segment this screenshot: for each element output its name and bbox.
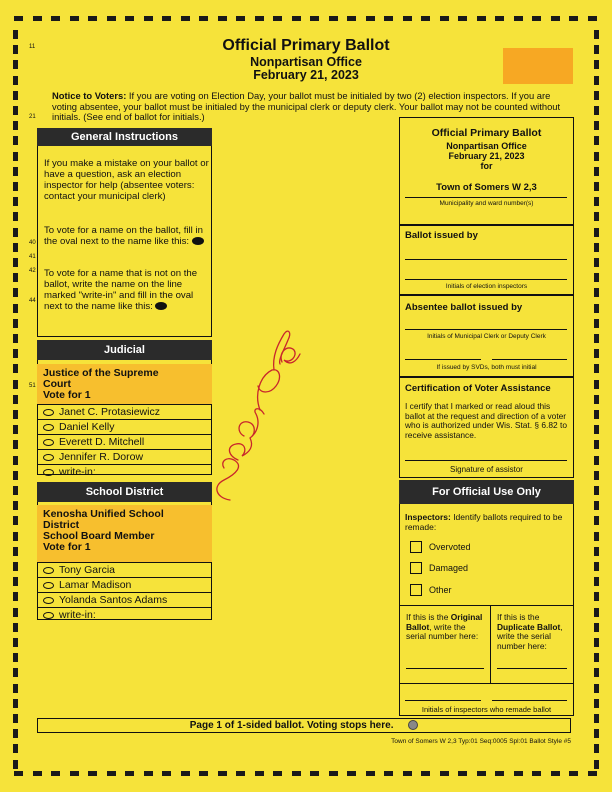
timing-mark (594, 562, 599, 571)
duplicate-pre: If this is the (497, 612, 540, 622)
timing-mark (14, 16, 23, 21)
ballot-date: February 21, 2023 (253, 68, 359, 82)
timing-mark (13, 729, 18, 738)
timing-mark (384, 771, 393, 776)
timing-mark (594, 364, 599, 373)
divider (399, 605, 574, 606)
stub-title: Official Primary Ballot (431, 127, 542, 139)
timing-mark (329, 16, 338, 21)
timing-mark (594, 592, 599, 601)
divider (490, 605, 491, 683)
original-pre: If this is the (406, 612, 449, 622)
timing-mark (594, 425, 599, 434)
timing-mark (594, 136, 599, 145)
orange-marker (503, 48, 573, 84)
inspectors-caption: Initials of election inspectors (445, 283, 528, 290)
vote-oval[interactable] (43, 567, 54, 574)
timing-mark (477, 16, 486, 21)
timing-mark (532, 16, 541, 21)
candidate-name: Lamar Madison (59, 579, 132, 591)
timing-mark (594, 380, 599, 389)
candidate-name: Janet C. Protasiewicz (59, 406, 160, 418)
initials-line[interactable] (405, 700, 481, 701)
signature-line[interactable] (405, 460, 567, 461)
row-number: 44 (29, 298, 36, 304)
timing-mark (594, 334, 599, 343)
timing-mark (292, 771, 301, 776)
timing-mark (107, 16, 116, 21)
timing-mark (594, 243, 599, 252)
damaged-checkbox[interactable] (410, 562, 422, 574)
timing-mark (13, 288, 18, 297)
timing-mark (125, 16, 134, 21)
timing-mark (594, 638, 599, 647)
timing-mark (594, 760, 599, 769)
timing-mark (440, 771, 449, 776)
timing-mark (13, 121, 18, 130)
timing-mark (13, 638, 18, 647)
timing-mark (51, 771, 60, 776)
write-in-label: write-in: (59, 609, 96, 621)
row-number: 42 (29, 268, 36, 274)
municipality-caption: Municipality and ward number(s) (439, 200, 534, 207)
candidate-row[interactable] (37, 434, 211, 449)
timing-mark (594, 106, 599, 115)
timing-mark (594, 410, 599, 419)
timing-mark (236, 16, 245, 21)
stub-municipality: Town of Somers W 2,3 (436, 182, 537, 193)
timing-mark (70, 771, 79, 776)
contest-title-line: Kenosha Unified School (43, 508, 164, 520)
timing-mark (13, 714, 18, 723)
assistor-caption: Signature of assistor (450, 465, 523, 474)
timing-mark (13, 395, 18, 404)
row-number: 21 (29, 114, 36, 120)
timing-mark (594, 258, 599, 267)
timing-mark (218, 771, 227, 776)
timing-mark (594, 167, 599, 176)
timing-mark (199, 16, 208, 21)
timing-mark (310, 771, 319, 776)
timing-mark (13, 364, 18, 373)
timing-mark (13, 532, 18, 541)
timing-mark (13, 106, 18, 115)
serial-line[interactable] (497, 668, 567, 669)
inspectors-text: Identify ballots required to be remade: (405, 512, 563, 532)
timing-mark (13, 623, 18, 632)
timing-mark (594, 228, 599, 237)
timing-mark (13, 456, 18, 465)
vote-oval[interactable] (43, 469, 54, 476)
instructions-p2 (44, 225, 209, 247)
vote-oval[interactable] (43, 612, 54, 619)
timing-mark (594, 623, 599, 632)
timing-mark (13, 668, 18, 677)
row-number: 11 (29, 44, 36, 50)
timing-mark (13, 304, 18, 313)
timing-mark (273, 771, 282, 776)
initials-line[interactable] (405, 329, 567, 330)
timing-mark (292, 16, 301, 21)
timing-mark (347, 771, 356, 776)
timing-mark (514, 16, 523, 21)
ballot-title: Official Primary Ballot (222, 37, 390, 54)
contest-title-line: District (43, 519, 80, 531)
timing-mark (594, 471, 599, 480)
timing-mark (594, 486, 599, 495)
timing-mark (13, 562, 18, 571)
timing-mark (273, 16, 282, 21)
sample-watermark (198, 310, 308, 510)
vote-oval[interactable] (43, 409, 54, 416)
row-number: 40 (29, 240, 36, 246)
timing-mark (569, 771, 578, 776)
initials-line[interactable] (405, 359, 481, 360)
vote-oval[interactable] (43, 424, 54, 431)
timing-mark (594, 668, 599, 677)
timing-mark (13, 653, 18, 662)
timing-mark (384, 16, 393, 21)
initials-line[interactable] (492, 359, 567, 360)
ballot-issued-label: Ballot issued by (405, 230, 478, 241)
timing-mark (13, 699, 18, 708)
timing-mark (347, 16, 356, 21)
duplicate-ballot-instruction (497, 613, 572, 651)
timing-mark (569, 16, 578, 21)
timing-mark (458, 16, 467, 21)
timing-mark (421, 16, 430, 21)
vote-for-label: Vote for 1 (43, 389, 91, 401)
write-in-row[interactable] (37, 607, 211, 620)
instructions-header: General Instructions (37, 128, 212, 146)
timing-mark (594, 547, 599, 556)
timing-mark (588, 16, 597, 21)
serial-line[interactable] (406, 668, 484, 669)
timing-mark (199, 771, 208, 776)
timing-mark (144, 16, 153, 21)
timing-mark (403, 16, 412, 21)
damaged-label: Damaged (429, 563, 469, 573)
vote-oval[interactable] (43, 454, 54, 461)
timing-mark (594, 456, 599, 465)
timing-mark (594, 729, 599, 738)
timing-mark (403, 771, 412, 776)
initials-line[interactable] (405, 279, 567, 280)
timing-mark (13, 152, 18, 161)
school-board-contest (37, 505, 212, 562)
timing-mark (13, 592, 18, 601)
timing-mark (495, 16, 504, 21)
timing-mark (366, 16, 375, 21)
footer-text: Page 1 of 1-sided ballot. Voting stops here. (189, 720, 394, 731)
candidate-row[interactable] (37, 562, 211, 577)
candidate-row[interactable] (37, 577, 211, 592)
row-number: 51 (29, 383, 36, 389)
timing-mark (13, 182, 18, 191)
timing-mark (70, 16, 79, 21)
timing-mark (594, 197, 599, 206)
remade-caption: Initials of inspectors who remade ballot (421, 705, 552, 714)
assistance-text: I certify that I marked or read aloud this ballot at the request and direction of a voter who is authorized under Wis. Stat. § 6.82 to receive assistance. (405, 401, 568, 440)
timing-mark (13, 744, 18, 753)
vote-for-label: Vote for 1 (43, 541, 91, 553)
timing-mark (13, 608, 18, 617)
timing-mark (13, 228, 18, 237)
timing-mark (13, 136, 18, 145)
timing-mark (13, 380, 18, 389)
vote-oval[interactable] (43, 597, 54, 604)
duplicate-bold: Duplicate Ballot (497, 621, 561, 632)
assistance-title: Certification of Voter Assistance (405, 383, 551, 394)
ballot-subtitle: Nonpartisan Office (250, 55, 362, 69)
timing-mark (144, 771, 153, 776)
instructions-p2-text: To vote for a name on the ballot, fill in the oval next to the name like this: (44, 225, 203, 247)
filled-oval-example (155, 302, 167, 310)
timing-mark (13, 212, 18, 221)
timing-mark (495, 771, 504, 776)
timing-mark (88, 771, 97, 776)
instructions-p3-text: To vote for a name that is not on the ballot, write the name on the line marked "write-in" and fill in the oval next to the name like this: (44, 268, 198, 312)
candidate-row[interactable] (37, 419, 211, 434)
timing-mark (551, 771, 560, 776)
candidate-name: Yolanda Santos Adams (59, 594, 168, 606)
stub-date: February 21, 2023 (448, 151, 525, 161)
timing-mark (477, 771, 486, 776)
timing-mark (162, 771, 171, 776)
timing-mark (594, 288, 599, 297)
timing-mark (594, 212, 599, 221)
timing-mark (13, 684, 18, 693)
timing-mark (594, 273, 599, 282)
timing-mark (13, 273, 18, 282)
timing-mark (594, 684, 599, 693)
original-post: , write the serial number here: (406, 621, 479, 641)
absentee-label: Absentee ballot issued by (405, 302, 523, 313)
contest-title-line: School Board Member (43, 530, 155, 542)
clerk-caption: Initials of Municipal Clerk or Deputy Clerk (427, 333, 546, 340)
other-checkbox[interactable] (410, 584, 422, 596)
overvoted-label: Overvoted (429, 542, 471, 552)
divider (399, 683, 574, 684)
timing-mark (594, 440, 599, 449)
timing-mark (594, 516, 599, 525)
timing-mark (162, 16, 171, 21)
timing-mark (13, 334, 18, 343)
stub-subtitle: Nonpartisan Office (446, 141, 527, 151)
timing-mark (13, 167, 18, 176)
timing-mark (594, 532, 599, 541)
initials-line[interactable] (405, 259, 567, 260)
instructions-p1: If you make a mistake on your ballot or have a question, ask an election inspector for help (absentee voters: contact your municipal clerk) (44, 158, 209, 202)
timing-mark (532, 771, 541, 776)
timing-mark (329, 771, 338, 776)
filled-oval-example (192, 237, 204, 245)
timing-mark (594, 182, 599, 191)
timing-mark (13, 547, 18, 556)
vote-oval[interactable] (43, 582, 54, 589)
timing-mark (594, 577, 599, 586)
other-label: Other (429, 585, 452, 595)
timing-mark (594, 501, 599, 510)
timing-mark (594, 121, 599, 130)
timing-mark (13, 258, 18, 267)
timing-mark (551, 16, 560, 21)
timing-mark (13, 197, 18, 206)
timing-mark (13, 501, 18, 510)
timing-mark (588, 771, 597, 776)
svd-caption: If issued by SVDs, both must initial (436, 364, 537, 371)
timing-mark (14, 771, 23, 776)
timing-mark (594, 744, 599, 753)
timing-mark (13, 486, 18, 495)
timing-mark (33, 16, 42, 21)
school-district-header: School District (37, 482, 212, 502)
timing-mark (236, 771, 245, 776)
timing-mark (594, 319, 599, 328)
candidate-row[interactable] (37, 404, 211, 419)
duplicate-post: , write the serial number here: (497, 621, 563, 651)
contest-title-line: Justice of the Supreme (43, 367, 159, 379)
official-use-header: For Official Use Only (399, 480, 574, 504)
timing-mark (33, 771, 42, 776)
timing-mark (594, 699, 599, 708)
timing-mark (88, 16, 97, 21)
vote-oval[interactable] (43, 439, 54, 446)
write-in-label: write-in: (59, 466, 96, 478)
timing-mark (421, 771, 430, 776)
timing-mark (125, 771, 134, 776)
timing-mark (440, 16, 449, 21)
timing-mark (13, 516, 18, 525)
inspectors-label: Inspectors: (405, 512, 451, 522)
contest-title-line: Court (43, 378, 71, 390)
ballot-style-meta: Town of Somers W 2,3 Typ:01 Seq:0005 Spl:01 Ballot Style #5 (391, 738, 571, 745)
supreme-court-contest (37, 364, 212, 404)
signature-line (405, 197, 567, 198)
original-bold: Original Ballot (406, 612, 483, 632)
timing-mark (181, 16, 190, 21)
timing-mark (13, 243, 18, 252)
timing-mark (594, 349, 599, 358)
candidate-row[interactable] (37, 449, 211, 464)
candidate-name: Everett D. Mitchell (59, 436, 145, 448)
timing-mark (255, 771, 264, 776)
timing-mark (13, 440, 18, 449)
footer-bar (37, 718, 571, 733)
timing-mark (13, 425, 18, 434)
timing-mark (181, 771, 190, 776)
timing-mark (13, 319, 18, 328)
timing-mark (594, 714, 599, 723)
write-in-row[interactable] (37, 464, 211, 479)
timing-mark (310, 16, 319, 21)
candidate-name: Daniel Kelly (59, 421, 115, 433)
timing-mark (594, 653, 599, 662)
timing-mark (13, 760, 18, 769)
timing-mark (13, 349, 18, 358)
row-number: 41 (29, 254, 36, 260)
timing-mark (13, 577, 18, 586)
original-ballot-instruction (406, 613, 486, 642)
judicial-header: Judicial (37, 340, 212, 360)
timing-mark (594, 395, 599, 404)
stub-for: for (480, 161, 493, 171)
timing-mark (255, 16, 264, 21)
timing-mark (594, 608, 599, 617)
instructions-p3 (44, 268, 209, 312)
timing-mark (13, 410, 18, 419)
timing-mark (366, 771, 375, 776)
timing-mark (107, 771, 116, 776)
timing-mark (51, 16, 60, 21)
timing-mark (594, 152, 599, 161)
candidate-name: Tony Garcia (59, 564, 116, 576)
end-marker-icon (408, 720, 418, 730)
timing-mark (594, 91, 599, 100)
candidate-name: Jennifer R. Dorow (59, 451, 144, 463)
initials-line[interactable] (492, 700, 567, 701)
timing-mark (13, 91, 18, 100)
timing-mark (218, 16, 227, 21)
notice-label: Notice to Voters: (52, 90, 127, 101)
candidate-row[interactable] (37, 592, 211, 607)
timing-mark (13, 471, 18, 480)
overvoted-checkbox[interactable] (410, 541, 422, 553)
timing-mark (514, 771, 523, 776)
inspectors-instruction (405, 513, 570, 532)
timing-mark (594, 304, 599, 313)
notice-text: If you are voting on Election Day, your ballot must be initialed by two (2) election inspectors. If you are voting absentee, your ballot must be initialed by the municipal clerk or deputy clerk. Your ballot may not be counted without initials. (See end of ballot for initials.) (52, 90, 561, 122)
timing-mark (458, 771, 467, 776)
